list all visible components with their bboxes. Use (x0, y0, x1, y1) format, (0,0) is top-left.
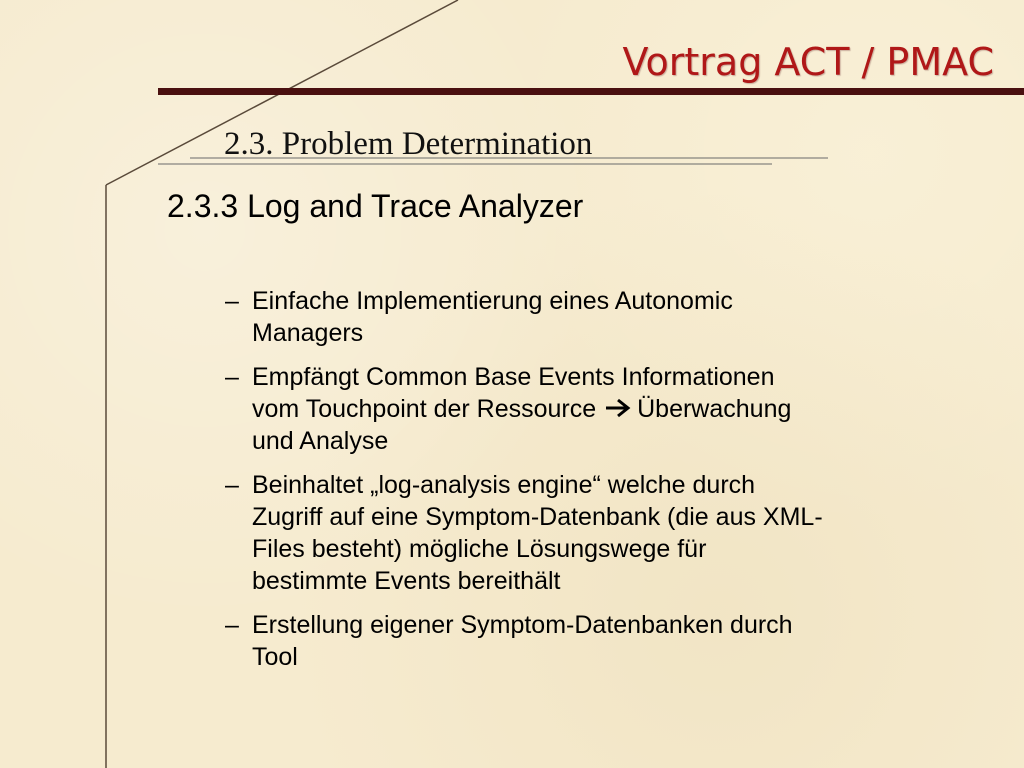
bullet-line-with-arrow (252, 393, 985, 425)
bullet-text (252, 469, 985, 597)
section-title: 2.3. Problem Determination (224, 126, 593, 162)
bullet-line: bestimmte Events bereithält (252, 567, 561, 595)
bullet-line: und Analyse (252, 427, 389, 455)
bullet-item (225, 469, 985, 597)
bullet-line: Zugriff auf eine Symptom-Datenbank (die aus XML- (252, 503, 823, 531)
bullet-line: Erstellung eigener Symptom-Datenbanken durch (252, 611, 793, 639)
bullet-text (252, 361, 985, 457)
right-arrow-icon (603, 395, 637, 417)
subheading: 2.3.3 Log and Trace Analyzer (167, 188, 584, 224)
bullet-item (225, 609, 985, 673)
bullet-text (252, 285, 985, 349)
bullet-dash: – (225, 611, 239, 639)
bullet-item (225, 361, 985, 457)
bullet-list (225, 285, 985, 685)
bullet-text (252, 609, 985, 673)
bullet-line: Einfache Implementierung eines Autonomic (252, 287, 733, 315)
bullet-line: Empfängt Common Base Events Informationen (252, 363, 775, 391)
bullet-line-part: vom Touchpoint der Ressource (252, 395, 604, 423)
bullet-line: Managers (252, 319, 364, 347)
bullet-line: Beinhaltet „log-analysis engine“ welche durch (252, 471, 756, 499)
bullet-line: Files besteht) mögliche Lösungswege für (252, 535, 707, 563)
bullet-line: Tool (252, 643, 298, 671)
bullet-dash: – (225, 363, 239, 391)
header-title: Vortrag ACT / PMAC (622, 40, 994, 84)
bullet-item (225, 285, 985, 349)
header-rule (158, 88, 1024, 95)
bullet-line-part: Überwachung (637, 395, 792, 423)
bullet-dash: – (225, 287, 239, 315)
bullet-dash: – (225, 471, 239, 499)
